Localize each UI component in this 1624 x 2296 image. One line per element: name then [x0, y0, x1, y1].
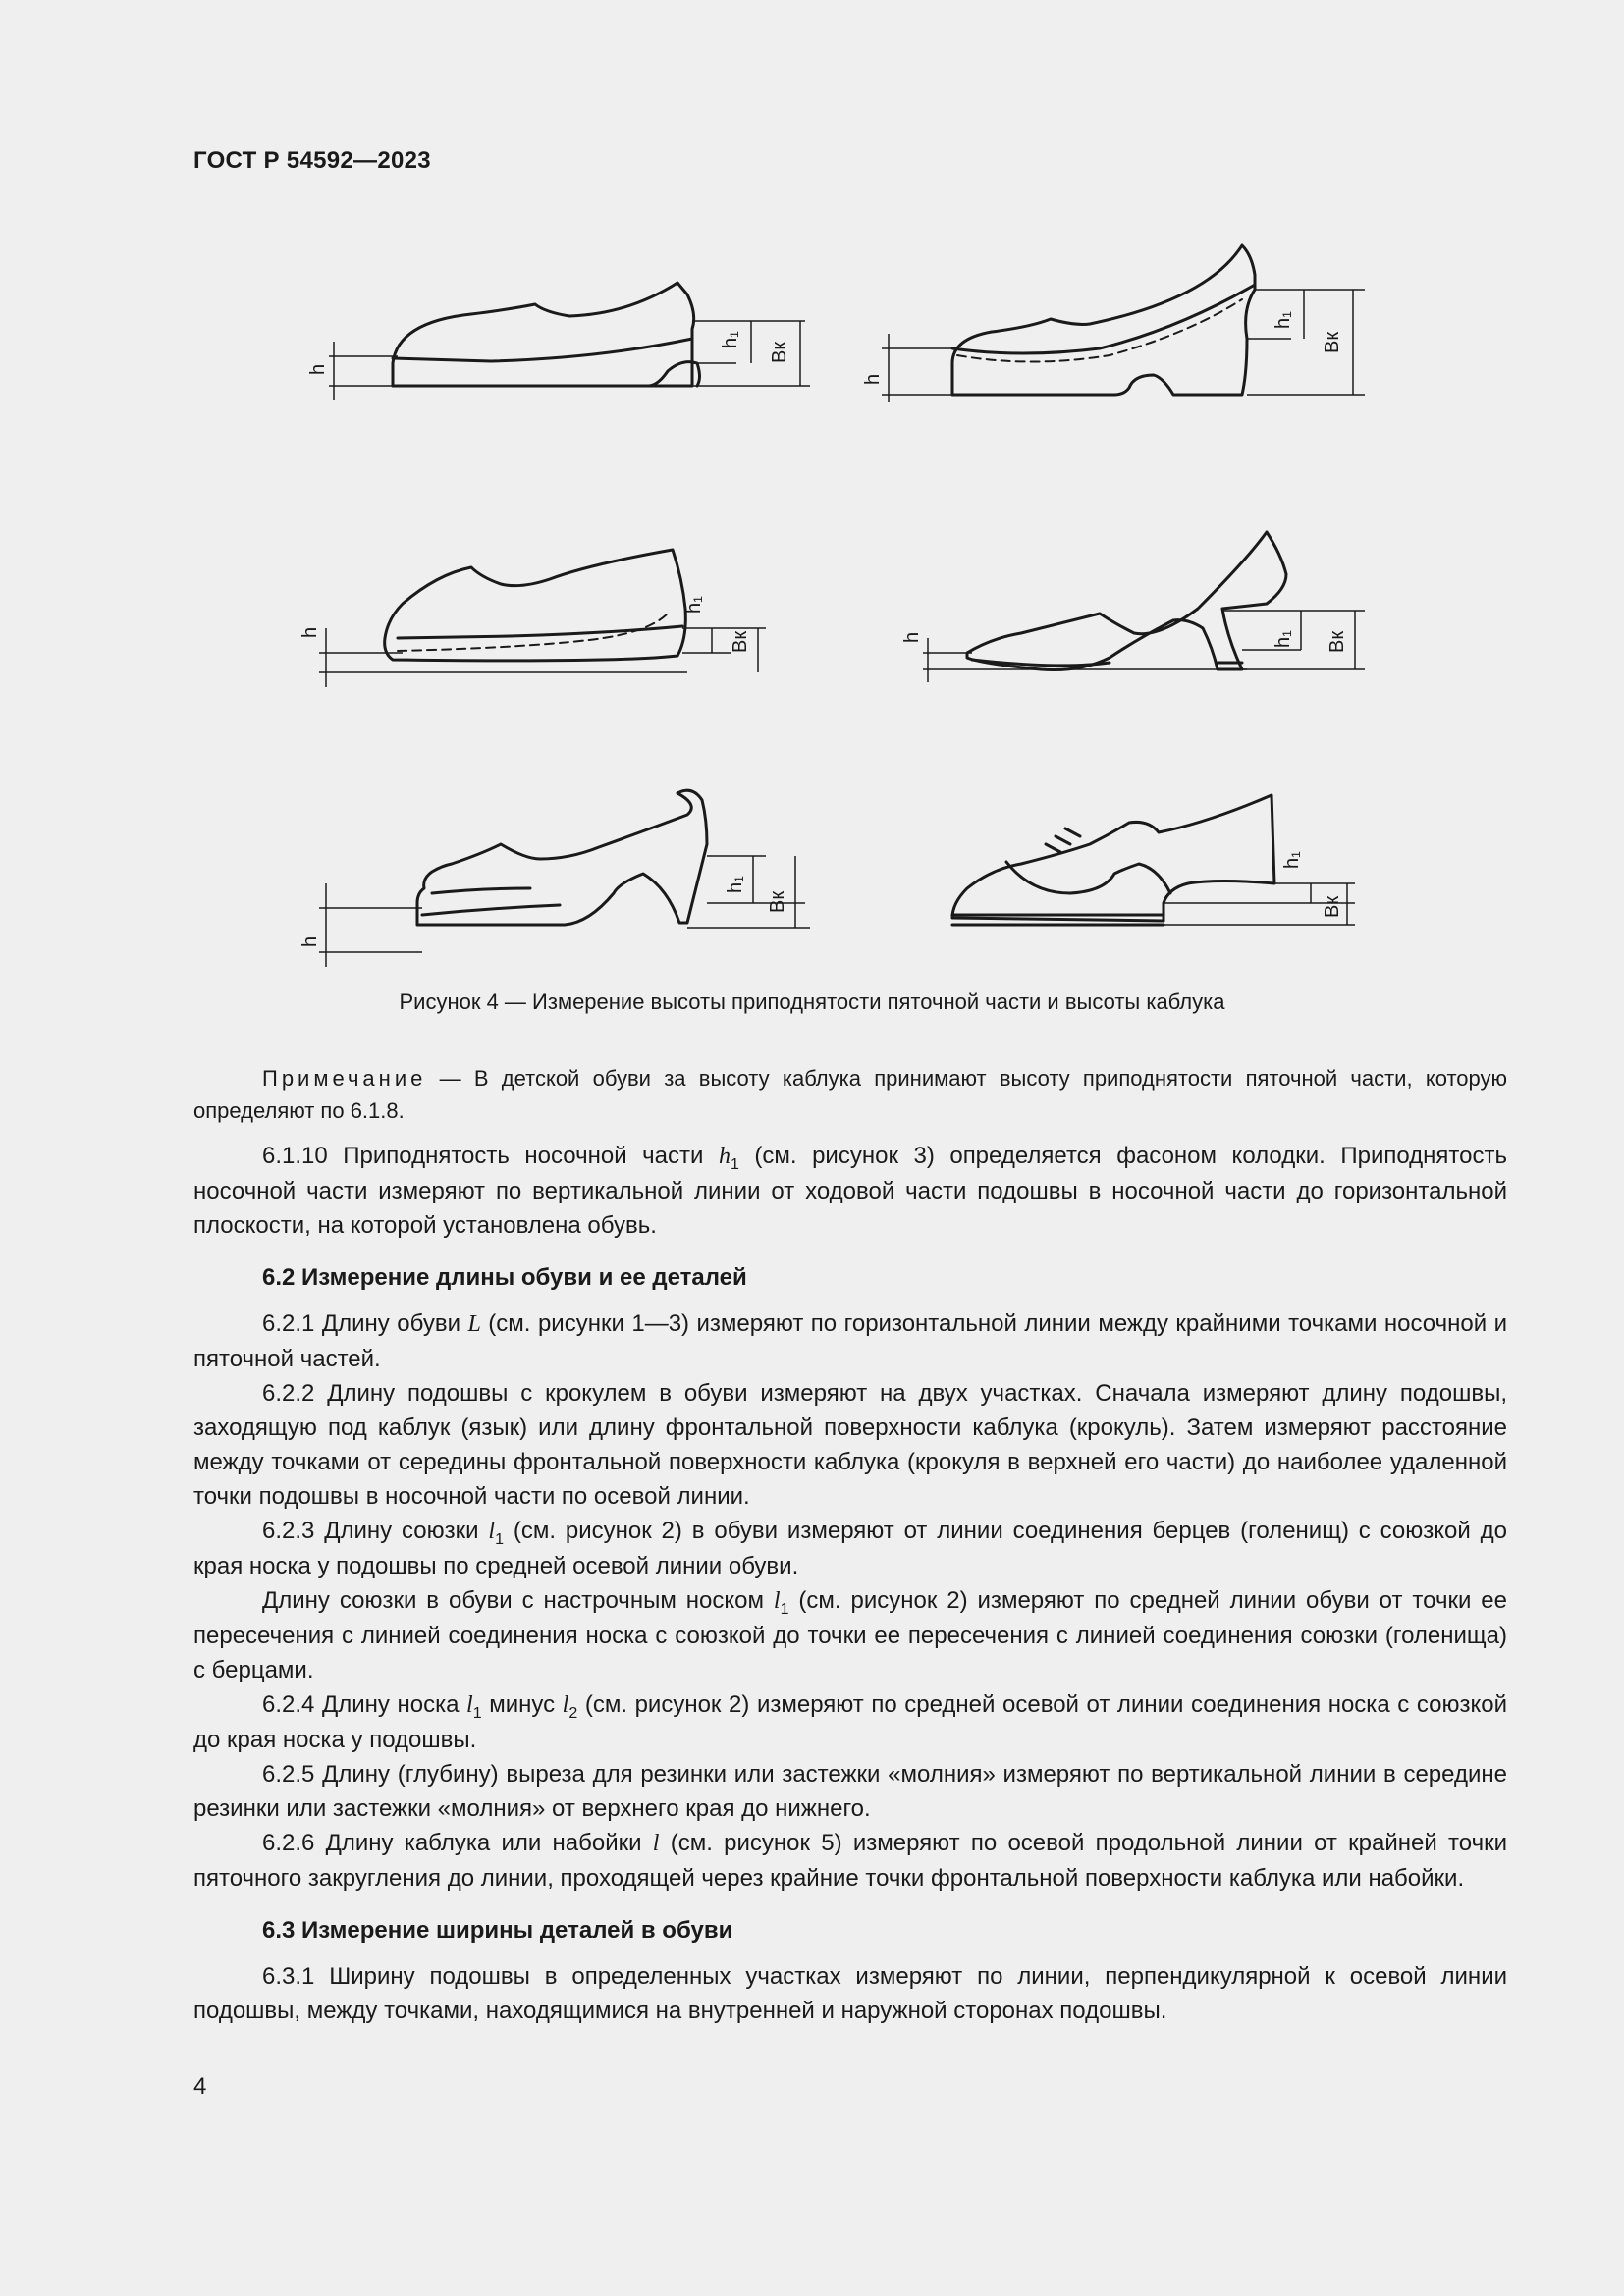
paragraph-6-2-5: 6.2.5 Длину (глубину) выреза для резинки или застежки «молния» измеряют по вертикальной линии в середине резинки или застежки «молния» от верхнего края до нижнего.: [193, 1761, 1507, 1822]
section-heading-6-3: 6.3 Измерение ширины деталей в обуви: [262, 1917, 733, 1944]
paragraph-6-3-1: 6.3.1 Ширину подошвы в определенных участках измеряют по линии, перпендикулярной к осевой линии подошвы, между точками, находящимися на внутренней и наружной сторонах подошвы.: [193, 1963, 1507, 2024]
section-heading-6-2: 6.2 Измерение длины обуви и ее деталей: [262, 1264, 747, 1291]
shoe-diagram-6: [952, 795, 1274, 925]
shoe-diagram-5: [417, 790, 707, 925]
svg-text:h₁: h₁: [720, 331, 741, 348]
figure-4-shoe-diagrams: [275, 216, 1453, 982]
svg-text:h: h: [901, 631, 923, 643]
svg-text:h: h: [307, 363, 329, 375]
shoe-diagram-4: [967, 532, 1286, 670]
paragraph-6-2-2: 6.2.2 Длину подошвы с крокулем в обуви измеряют на двух участках. Сначала измеряют длину подошвы, заходящую под каблук (язык) или длину фронтальной поверхности каблука (крокуль). Затем измеряют расстояние между точками от середины фронтальной поверхности каблука (крокуля в верхней его части) до наиболее удаленной точки подошвы в носочной части по осевой линии.: [193, 1380, 1507, 1510]
svg-text:h₁: h₁: [1272, 630, 1294, 648]
svg-text:Bк: Bк: [1326, 630, 1348, 653]
shoe-diagram-2: [952, 245, 1255, 395]
svg-text:Bк: Bк: [769, 341, 790, 363]
paragraph-6-2-1: 6.2.1 Длину обуви L (см. рисунки 1—3) измеряют по горизонтальной линии между крайними точками носочной и пяточной частей.: [193, 1310, 1507, 1372]
svg-text:Bк: Bк: [730, 630, 751, 653]
svg-text:h: h: [862, 373, 884, 385]
figure-caption: Рисунок 4 — Измерение высоты приподнятости пяточной части и высоты каблука: [399, 989, 1225, 1014]
document-header: ГОСТ Р 54592—2023: [193, 147, 431, 174]
note-paragraph: Примечание — В детской обуви за высоту каблука принимают высоту приподнятости пяточной части, которую определяют по 6.1.8.: [193, 1066, 1507, 1123]
page-number: 4: [193, 2073, 207, 2100]
svg-text:h: h: [299, 935, 321, 947]
paragraph-6-1-10: 6.1.10 Приподнятость носочной части $h_1$ (см. рисунок 3) определяется фасоном колодки. Приподнятость носочной части измеряют по вертикальной линии от ходовой части подошвы в носочной части до горизонтальной плоскости, на которой установлена обувь.: [193, 1143, 1507, 1239]
paragraph-6-2-3: 6.2.3 Длину союзки $l_1$ (см. рисунок 2) в обуви измеряют от линии соединения берцев (голенищ) с союзкой до края носка у подошвы по средней осевой линии обуви.: [193, 1518, 1507, 1579]
svg-text:h₁: h₁: [725, 876, 746, 893]
svg-text:Bк: Bк: [1322, 895, 1343, 918]
paragraph-6-2-6: 6.2.6 Длину каблука или набойки l (см. рисунок 5) измеряют по осевой продольной линии от крайней точки пяточного закругления до линии, проходящей через крайние точки фронтальной поверхности каблука или набойки.: [193, 1830, 1507, 1892]
paragraph-6-2-3-cont: Длину союзки в обуви с настрочным носком $l_1$ (см. рисунок 2) измеряют по средней линии обуви от точки ее пересечения с линией соединения носка с союзкой до точки ее пересечения с линией соединения союзки (голенища) с берцами.: [193, 1587, 1507, 1683]
paragraph-6-2-4: 6.2.4 Длину носка $l_1$ минус $l_2$ (см. рисунок 2) измеряют по средней осевой от линии соединения носка с союзкой до края носка у подошвы.: [193, 1691, 1507, 1753]
svg-text:Bк: Bк: [767, 890, 788, 913]
svg-text:h₁: h₁: [683, 596, 705, 614]
svg-text:h₁: h₁: [1272, 311, 1294, 329]
document-body: [193, 1062, 1507, 2028]
svg-text:h: h: [299, 626, 321, 638]
svg-text:Bк: Bк: [1322, 331, 1343, 353]
svg-text:h₁: h₁: [1281, 851, 1303, 869]
shoe-diagram-1: [393, 283, 700, 386]
shoe-diagram-3: [385, 550, 686, 661]
